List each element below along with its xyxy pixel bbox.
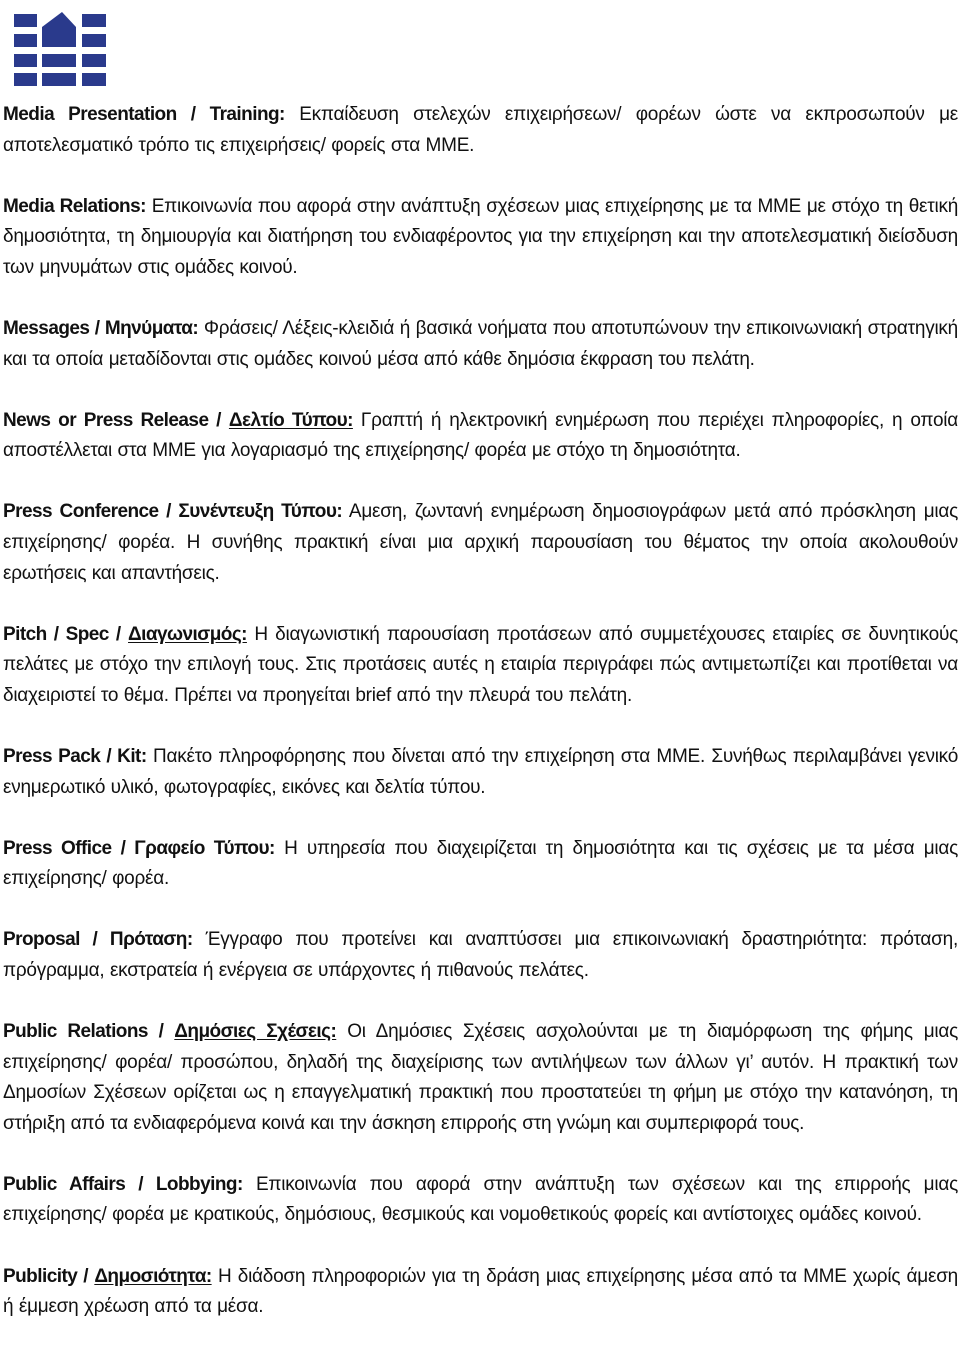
entry-term: Messages / Μηνύματα: [3, 317, 199, 339]
glossary [3, 100, 958, 1353]
entry-term: Public Affairs / Lobbying: [3, 1173, 243, 1195]
entry-term-greek: Δελτίο Τύπου: [228, 409, 353, 431]
entry-term: Media Presentation / Training: [3, 104, 285, 125]
entry-term: Press Conference / Συνέντευξη Τύπου: [3, 501, 343, 523]
glossary-entry [3, 925, 958, 986]
entry-term-greek: Δημοσιότητα: [94, 1265, 212, 1287]
glossary-entry [3, 1017, 958, 1139]
entry-definition: Οι Δημόσιες Σχέσεις ασχολούνται με τη διαμόρφωση της φήμης μιας επιχείρησης/ φορέα/ προσώπου, δηλαδή της διαχείρισης των αντιλήψεων των άλλων γι’ αυτόν. Η πρακτική των Δημοσίων Σχέσεων ορίζεται ως η επαγγελματική πρακτική που προστατεύει τη φήμη με στόχο την κατανόηση, τη στήριξη από τα ενδιαφερόμενα κοινά και την άσκηση επιρροής στη γνώμη και συμπεριφορά τους. [3, 1020, 959, 1134]
entry-term: Press Office / Γραφείο Τύπου: [3, 837, 275, 859]
entry-definition: Γραπτή ή ηλεκτρονική ενημέρωση που περιέχει πληροφορίες, η οποία αποστέλλεται στα ΜΜΕ για λογαριασμό της επιχείρησης/ φορέα με στόχο τη δημοσιότητα. [3, 409, 958, 462]
entry-definition: Φράσεις/ Λέξεις-κλειδιά ή βασικά νοήματα που αποτυπώνουν την επικοινωνιακή στρατηγική και τα οποία μεταδίδονται στις ομάδες κοινού μέσα από κάθε δημόσια έκφραση του πελάτη. [3, 317, 958, 370]
entry-term-greek: Διαγωνισμός: [128, 623, 247, 645]
entry-term: Media Relations: [3, 195, 146, 217]
glossary-entry [3, 620, 958, 712]
glossary-entry [3, 497, 958, 589]
entry-definition: Η διάδοση πληροφοριών για τη δράση μιας επιχείρησης μέσα από τα ΜΜΕ χωρίς άμεση ή έμμεση χρέωση από τα μέσα. [3, 1265, 958, 1318]
entry-term: Pitch / Spec / [3, 623, 121, 645]
glossary-entry [3, 406, 958, 467]
entry-term: Proposal / Πρόταση: [3, 929, 193, 951]
glossary-entry [3, 314, 958, 375]
entry-definition: Πακέτο πληροφόρησης που δίνεται από την επιχείρηση στα ΜΜΕ. Συνήθως περιλαμβάνει γενικό ενημερωτικό υλικό, φωτογραφίες, εικόνες και δελτία τύπου. [3, 745, 959, 798]
eae-logo-icon [14, 12, 106, 88]
glossary-entry [3, 1262, 958, 1323]
glossary-entry [3, 742, 958, 803]
entry-definition: Η υπηρεσία που διαχειρίζεται τη δημοσιότητα και τις σχέσεις με τα μέσα μιας επιχείρησης/ φορέα. [3, 837, 959, 890]
glossary-entry [3, 834, 958, 895]
entry-definition: Η διαγωνιστική παρουσίαση προτάσεων από συμμετέχουσες εταιρίες σε δυνητικούς πελάτες με στόχο την επιλογή τους. Στις προτάσεις αυτές η εταιρία περιγράφει πώς αντιμετωπίζει και προτίθεται να διαχειριστεί το θέμα. Πρέπει να προηγείται brief από την πλευρά του πελάτη. [3, 623, 959, 706]
entry-term-greek: Δημόσιες Σχέσεις: [174, 1020, 337, 1042]
glossary-entry [3, 1170, 958, 1231]
entry-definition: Έγγραφο που προτείνει και αναπτύσσει μια επικοινωνιακή δραστηριότητα: πρόταση, πρόγραμμα, εκστρατεία ή ενέργεια σε υπάρχοντες ή πιθανούς πελάτες. [3, 929, 958, 981]
entry-term: News or Press Release / [3, 409, 221, 431]
glossary-entry [3, 192, 958, 284]
entry-definition: Αμεση, ζωντανή ενημέρωση δημοσιογράφων μετά από πρόσκληση μιας επιχείρησης/ φορέα. Η συνήθης πρακτική είναι μια αρχική παρουσίαση του θέματος την οποία ακολουθούν ερωτήσεις και απαντήσεις. [3, 501, 958, 584]
entry-definition: Επικοινωνία που αφορά στην ανάπτυξη σχέσεων μιας επιχείρησης με τα ΜΜΕ με στόχο τη θετική δημοσιότητα, τη δημιουργία και διατήρηση του ενδιαφέροντος για την επιχείρηση και την αποτελεσματική διείσδυση των μηνυμάτων στις ομάδες κοινού. [3, 195, 959, 278]
entry-term: Press Pack / Kit: [3, 745, 147, 767]
glossary-entry [3, 100, 958, 161]
entry-definition: Επικοινωνία που αφορά στην ανάπτυξη των σχέσεων και της επιρροής μιας επιχείρησης/ φορέα με κρατικούς, δημόσιους, θεσμικούς και νομοθετικούς φορείς και αντίστοιχες ομάδες κοινού. [3, 1173, 958, 1226]
entry-term: Publicity / [3, 1265, 88, 1287]
entry-term: Public Relations / [3, 1020, 164, 1042]
entry-definition: Εκπαίδευση στελεχών επιχειρήσεων/ φορέων ώστε να εκπροσωπούν με αποτελεσματικό τρόπο τις επιχειρήσεις/ φορείς στα ΜΜΕ. [3, 104, 958, 156]
